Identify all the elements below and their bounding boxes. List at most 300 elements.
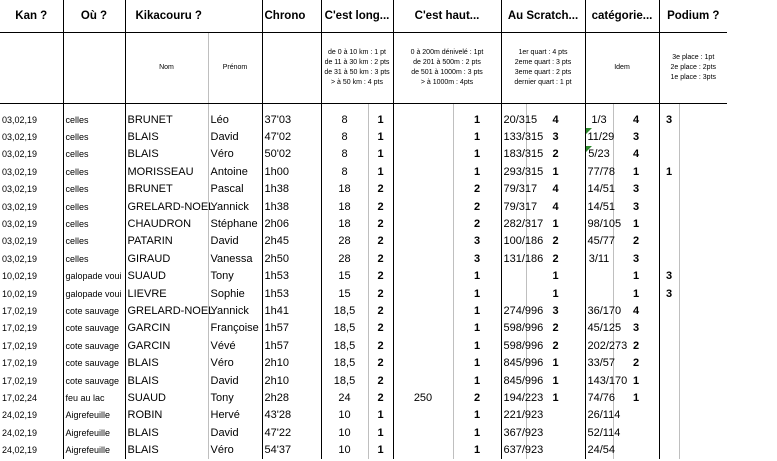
location-cell[interactable]: Aigrefeuille — [63, 424, 125, 441]
category-cell[interactable]: 33/57 — [585, 354, 613, 371]
date-cell[interactable]: 24,02,19 — [2, 410, 38, 421]
category-points-cell[interactable] — [613, 441, 659, 458]
chrono-cell[interactable]: 2h10 — [262, 354, 321, 371]
prenom-cell[interactable]: Antoine — [208, 163, 262, 180]
date-cell[interactable]: 03,02,19 — [2, 184, 38, 195]
distance-cell[interactable]: 28 — [321, 250, 368, 267]
empty-cell[interactable] — [679, 441, 727, 458]
elevation-cell[interactable] — [393, 302, 453, 319]
category-cell[interactable]: 14/51 — [585, 198, 613, 215]
elevation-points-cell[interactable]: 1 — [453, 285, 501, 302]
distance-points-cell[interactable]: 2 — [368, 181, 393, 198]
scratch-cell[interactable]: 79/317 — [501, 181, 526, 198]
elevation-cell[interactable] — [393, 181, 453, 198]
podium-points-cell[interactable] — [659, 389, 679, 406]
prenom-cell[interactable]: Yannick — [208, 198, 262, 215]
podium-points-cell[interactable]: 3 — [659, 268, 679, 285]
elevation-cell[interactable] — [393, 163, 453, 180]
empty-cell[interactable] — [679, 407, 727, 424]
distance-points-cell[interactable]: 2 — [368, 337, 393, 354]
prenom-cell[interactable]: Vanessa — [208, 250, 262, 267]
category-cell[interactable]: 36/170 — [585, 302, 613, 319]
date-cell[interactable]: 17,02,19 — [2, 375, 38, 386]
category-cell[interactable]: 45/125 — [585, 320, 613, 337]
elevation-cell[interactable] — [393, 128, 453, 145]
empty-cell[interactable] — [679, 320, 727, 337]
category-cell[interactable]: 77/78 — [585, 163, 613, 180]
nom-cell[interactable]: GRELARD-NOEL — [125, 198, 208, 215]
scratch-rules[interactable] — [501, 33, 585, 104]
chrono-cell[interactable]: 37'03 — [262, 111, 321, 128]
category-cell[interactable]: 45/77 — [585, 233, 613, 250]
distance-cell[interactable]: 18,5 — [321, 372, 368, 389]
scratch-cell[interactable]: 598/996 — [501, 320, 526, 337]
scratch-cell[interactable]: 637/923 — [501, 441, 526, 458]
prenom-cell[interactable]: Tony — [208, 389, 262, 406]
location-cell[interactable]: cote sauvage — [63, 354, 125, 371]
elevation-cell[interactable] — [393, 111, 453, 128]
elevation-cell[interactable] — [393, 198, 453, 215]
scratch-points-cell[interactable]: 1 — [526, 389, 585, 406]
nom-cell[interactable]: BRUNET — [125, 111, 208, 128]
nom-cell[interactable]: GARCIN — [125, 320, 208, 337]
empty-cell[interactable] — [679, 302, 727, 319]
elevation-cell[interactable] — [393, 320, 453, 337]
location-cell[interactable]: feu au lac — [63, 389, 125, 406]
chrono-cell[interactable]: 47'22 — [262, 424, 321, 441]
category-cell[interactable]: 5/23 — [585, 146, 613, 163]
location-cell[interactable]: celles — [63, 233, 125, 250]
chrono-cell[interactable]: 1h53 — [262, 268, 321, 285]
header-ou[interactable]: Où ? — [63, 0, 125, 33]
date-cell[interactable]: 03,02,19 — [2, 114, 38, 125]
chrono-cell[interactable]: 2h10 — [262, 372, 321, 389]
chrono-cell[interactable]: 2h50 — [262, 250, 321, 267]
elevation-cell[interactable] — [393, 441, 453, 458]
category-cell[interactable]: 26/114 — [585, 407, 613, 424]
scratch-points-cell[interactable]: 2 — [526, 250, 585, 267]
elevation-cell[interactable] — [393, 215, 453, 232]
distance-points-cell[interactable]: 2 — [368, 215, 393, 232]
category-points-cell[interactable]: 2 — [613, 233, 659, 250]
distance-cell[interactable]: 8 — [321, 146, 368, 163]
nom-cell[interactable]: LIEVRE — [125, 285, 208, 302]
empty-cell[interactable] — [679, 337, 727, 354]
distance-points-cell[interactable]: 2 — [368, 285, 393, 302]
category-points-cell[interactable]: 1 — [613, 163, 659, 180]
distance-cell[interactable]: 10 — [321, 424, 368, 441]
category-points-cell[interactable]: 1 — [613, 285, 659, 302]
category-points-cell[interactable]: 1 — [613, 389, 659, 406]
distance-cell[interactable]: 18 — [321, 198, 368, 215]
scratch-points-cell[interactable]: 2 — [526, 337, 585, 354]
prenom-cell[interactable]: Véro — [208, 354, 262, 371]
podium-points-cell[interactable]: 3 — [659, 285, 679, 302]
prenom-cell[interactable]: David — [208, 372, 262, 389]
scratch-points-cell[interactable]: 1 — [526, 215, 585, 232]
header-haut[interactable]: C'est haut... — [393, 0, 501, 33]
subheader-nom[interactable]: Nom — [125, 33, 208, 104]
empty-cell[interactable] — [679, 268, 727, 285]
distance-points-cell[interactable]: 1 — [368, 146, 393, 163]
prenom-cell[interactable]: David — [208, 424, 262, 441]
chrono-cell[interactable]: 2h06 — [262, 215, 321, 232]
category-cell[interactable]: 24/54 — [585, 441, 613, 458]
prenom-cell[interactable]: Sophie — [208, 285, 262, 302]
date-cell[interactable]: 03,02,19 — [2, 132, 38, 143]
elevation-cell[interactable] — [393, 407, 453, 424]
scratch-cell[interactable]: 845/996 — [501, 372, 526, 389]
elevation-points-cell[interactable]: 1 — [453, 128, 501, 145]
date-cell[interactable]: 17,02,24 — [2, 392, 38, 403]
haut-rules[interactable] — [393, 33, 501, 104]
chrono-cell[interactable]: 43'28 — [262, 407, 321, 424]
category-points-cell[interactable]: 2 — [613, 354, 659, 371]
elevation-points-cell[interactable]: 3 — [453, 233, 501, 250]
podium-points-cell[interactable] — [659, 302, 679, 319]
scratch-cell[interactable]: 183/315 — [501, 146, 526, 163]
prenom-cell[interactable]: Véro — [208, 146, 262, 163]
distance-cell[interactable]: 8 — [321, 111, 368, 128]
elevation-cell[interactable] — [393, 337, 453, 354]
empty-cell[interactable] — [679, 181, 727, 198]
prenom-cell[interactable]: Tony — [208, 268, 262, 285]
subheader-prenom[interactable]: Prénom — [208, 33, 262, 104]
distance-points-cell[interactable]: 2 — [368, 372, 393, 389]
empty-cell[interactable] — [679, 128, 727, 145]
elevation-points-cell[interactable]: 2 — [453, 215, 501, 232]
podium-points-cell[interactable] — [659, 181, 679, 198]
elevation-cell[interactable] — [393, 354, 453, 371]
scratch-cell[interactable]: 194/223 — [501, 389, 526, 406]
category-cell[interactable]: 74/76 — [585, 389, 613, 406]
distance-cell[interactable]: 18,5 — [321, 337, 368, 354]
nom-cell[interactable]: PATARIN — [125, 233, 208, 250]
date-cell[interactable]: 17,02,19 — [2, 323, 38, 334]
scratch-points-cell[interactable]: 1 — [526, 268, 585, 285]
prenom-cell[interactable]: Yannick — [208, 302, 262, 319]
distance-points-cell[interactable]: 2 — [368, 302, 393, 319]
elevation-points-cell[interactable]: 1 — [453, 337, 501, 354]
nom-cell[interactable]: BLAIS — [125, 372, 208, 389]
distance-cell[interactable]: 18,5 — [321, 354, 368, 371]
nom-cell[interactable]: GARCIN — [125, 337, 208, 354]
date-cell[interactable]: 10,02,19 — [2, 271, 38, 282]
location-cell[interactable]: celles — [63, 198, 125, 215]
empty-cell[interactable] — [679, 215, 727, 232]
category-points-cell[interactable]: 3 — [613, 181, 659, 198]
empty-cell[interactable] — [679, 389, 727, 406]
chrono-cell[interactable]: 1h57 — [262, 320, 321, 337]
scratch-cell[interactable]: 20/315 — [501, 111, 526, 128]
category-points-cell[interactable]: 3 — [613, 320, 659, 337]
scratch-cell[interactable]: 293/315 — [501, 163, 526, 180]
category-cell[interactable]: 3/11 — [585, 250, 613, 267]
location-cell[interactable]: cote sauvage — [63, 320, 125, 337]
location-cell[interactable]: galopade voui — [63, 268, 125, 285]
date-cell[interactable]: 17,02,19 — [2, 340, 38, 351]
elevation-points-cell[interactable]: 2 — [453, 198, 501, 215]
chrono-cell[interactable]: 1h57 — [262, 337, 321, 354]
chrono-cell[interactable]: 54'37 — [262, 441, 321, 458]
category-points-cell[interactable]: 4 — [613, 146, 659, 163]
scratch-cell[interactable]: 845/996 — [501, 354, 526, 371]
prenom-cell[interactable]: Véro — [208, 441, 262, 458]
scratch-cell[interactable]: 282/317 — [501, 215, 526, 232]
header-categorie[interactable]: catégorie... — [585, 0, 659, 33]
distance-cell[interactable]: 18,5 — [321, 302, 368, 319]
scratch-points-cell[interactable]: 4 — [526, 111, 585, 128]
date-cell[interactable]: 24,02,19 — [2, 427, 38, 438]
distance-cell[interactable]: 8 — [321, 128, 368, 145]
distance-points-cell[interactable]: 2 — [368, 320, 393, 337]
elevation-points-cell[interactable]: 1 — [453, 424, 501, 441]
header-podium[interactable]: Podium ? — [659, 0, 727, 33]
category-points-cell[interactable]: 3 — [613, 198, 659, 215]
nom-cell[interactable]: GIRAUD — [125, 250, 208, 267]
distance-points-cell[interactable]: 2 — [368, 250, 393, 267]
podium-points-cell[interactable] — [659, 337, 679, 354]
scratch-points-cell[interactable]: 3 — [526, 302, 585, 319]
elevation-points-cell[interactable]: 1 — [453, 354, 501, 371]
header-scratch[interactable]: Au Scratch... — [501, 0, 585, 33]
scratch-cell[interactable]: 221/923 — [501, 407, 526, 424]
empty-cell[interactable] — [679, 354, 727, 371]
nom-cell[interactable]: GRELARD-NOEL — [125, 302, 208, 319]
podium-points-cell[interactable] — [659, 233, 679, 250]
chrono-cell[interactable]: 1h53 — [262, 285, 321, 302]
location-cell[interactable]: celles — [63, 181, 125, 198]
distance-cell[interactable]: 28 — [321, 233, 368, 250]
header-chrono[interactable]: Chrono — [262, 0, 321, 33]
elevation-cell[interactable]: 250 — [393, 389, 453, 406]
scratch-cell[interactable]: 598/996 — [501, 337, 526, 354]
distance-points-cell[interactable]: 2 — [368, 268, 393, 285]
scratch-points-cell[interactable]: 2 — [526, 146, 585, 163]
scratch-points-cell[interactable]: 1 — [526, 372, 585, 389]
elevation-cell[interactable] — [393, 285, 453, 302]
category-cell[interactable] — [585, 285, 613, 302]
distance-cell[interactable]: 10 — [321, 407, 368, 424]
distance-points-cell[interactable]: 1 — [368, 407, 393, 424]
category-cell[interactable]: 143/170 — [585, 372, 613, 389]
scratch-cell[interactable]: 79/317 — [501, 198, 526, 215]
empty-cell[interactable] — [679, 163, 727, 180]
empty-cell[interactable] — [679, 146, 727, 163]
nom-cell[interactable]: MORISSEAU — [125, 163, 208, 180]
nom-cell[interactable]: BLAIS — [125, 146, 208, 163]
scratch-points-cell[interactable]: 2 — [526, 233, 585, 250]
distance-cell[interactable]: 10 — [321, 441, 368, 458]
prenom-cell[interactable]: Hervé — [208, 407, 262, 424]
empty-cell[interactable] — [679, 233, 727, 250]
podium-points-cell[interactable]: 3 — [659, 111, 679, 128]
podium-points-cell[interactable] — [659, 407, 679, 424]
nom-cell[interactable]: BLAIS — [125, 128, 208, 145]
empty-cell[interactable] — [679, 285, 727, 302]
date-cell[interactable]: 03,02,19 — [2, 166, 38, 177]
category-points-cell[interactable]: 3 — [613, 250, 659, 267]
elevation-points-cell[interactable]: 1 — [453, 268, 501, 285]
distance-points-cell[interactable]: 2 — [368, 233, 393, 250]
category-cell[interactable] — [585, 268, 613, 285]
distance-points-cell[interactable]: 2 — [368, 389, 393, 406]
category-cell[interactable]: 98/105 — [585, 215, 613, 232]
header-kan[interactable]: Kan ? — [0, 0, 63, 33]
prenom-cell[interactable]: Léo — [208, 111, 262, 128]
podium-points-cell[interactable] — [659, 128, 679, 145]
distance-points-cell[interactable]: 1 — [368, 111, 393, 128]
scratch-cell[interactable] — [501, 285, 526, 302]
elevation-cell[interactable] — [393, 372, 453, 389]
category-cell[interactable]: 14/51 — [585, 181, 613, 198]
header-kikacouru[interactable]: Kikacouru ? — [125, 0, 262, 33]
category-cell[interactable]: 202/273 — [585, 337, 613, 354]
elevation-cell[interactable] — [393, 424, 453, 441]
chrono-cell[interactable]: 1h00 — [262, 163, 321, 180]
nom-cell[interactable]: CHAUDRON — [125, 215, 208, 232]
podium-points-cell[interactable] — [659, 320, 679, 337]
scratch-points-cell[interactable]: 3 — [526, 128, 585, 145]
location-cell[interactable]: celles — [63, 215, 125, 232]
date-cell[interactable]: 17,02,19 — [2, 305, 38, 316]
scratch-points-cell[interactable]: 2 — [526, 320, 585, 337]
scratch-points-cell[interactable]: 4 — [526, 198, 585, 215]
elevation-points-cell[interactable]: 1 — [453, 111, 501, 128]
elevation-points-cell[interactable]: 1 — [453, 163, 501, 180]
chrono-cell[interactable]: 1h38 — [262, 198, 321, 215]
category-cell[interactable]: 52/114 — [585, 424, 613, 441]
nom-cell[interactable]: BLAIS — [125, 424, 208, 441]
distance-points-cell[interactable]: 1 — [368, 424, 393, 441]
empty-cell[interactable] — [679, 424, 727, 441]
podium-rules[interactable] — [659, 33, 727, 104]
elevation-points-cell[interactable]: 1 — [453, 407, 501, 424]
chrono-cell[interactable]: 1h41 — [262, 302, 321, 319]
location-cell[interactable]: celles — [63, 146, 125, 163]
scratch-points-cell[interactable]: 1 — [526, 354, 585, 371]
location-cell[interactable]: Aigrefeuille — [63, 407, 125, 424]
elevation-points-cell[interactable]: 1 — [453, 372, 501, 389]
distance-points-cell[interactable]: 1 — [368, 441, 393, 458]
date-cell[interactable]: 17,02,19 — [2, 358, 38, 369]
location-cell[interactable]: celles — [63, 128, 125, 145]
chrono-cell[interactable]: 2h45 — [262, 233, 321, 250]
chrono-cell[interactable]: 50'02 — [262, 146, 321, 163]
scratch-cell[interactable]: 131/186 — [501, 250, 526, 267]
location-cell[interactable]: celles — [63, 163, 125, 180]
scratch-points-cell[interactable]: 4 — [526, 181, 585, 198]
elevation-points-cell[interactable]: 1 — [453, 441, 501, 458]
scratch-cell[interactable]: 367/923 — [501, 424, 526, 441]
elevation-points-cell[interactable]: 2 — [453, 389, 501, 406]
nom-cell[interactable]: BLAIS — [125, 354, 208, 371]
category-points-cell[interactable]: 4 — [613, 111, 659, 128]
category-cell[interactable]: 11/29 — [585, 128, 613, 145]
empty-cell[interactable] — [679, 372, 727, 389]
prenom-cell[interactable]: Stéphane — [208, 215, 262, 232]
scratch-cell[interactable]: 274/996 — [501, 302, 526, 319]
nom-cell[interactable]: SUAUD — [125, 268, 208, 285]
podium-points-cell[interactable]: 1 — [659, 163, 679, 180]
distance-points-cell[interactable]: 2 — [368, 198, 393, 215]
elevation-points-cell[interactable]: 1 — [453, 146, 501, 163]
nom-cell[interactable]: BRUNET — [125, 181, 208, 198]
distance-cell[interactable]: 18 — [321, 181, 368, 198]
date-cell[interactable]: 03,02,19 — [2, 149, 38, 160]
podium-points-cell[interactable] — [659, 250, 679, 267]
location-cell[interactable]: celles — [63, 250, 125, 267]
prenom-cell[interactable]: Françoise — [208, 320, 262, 337]
podium-points-cell[interactable] — [659, 354, 679, 371]
long-rules[interactable] — [321, 33, 393, 104]
chrono-cell[interactable]: 47'02 — [262, 128, 321, 145]
podium-points-cell[interactable] — [659, 215, 679, 232]
location-cell[interactable]: celles — [63, 111, 125, 128]
elevation-cell[interactable] — [393, 233, 453, 250]
distance-cell[interactable]: 15 — [321, 268, 368, 285]
category-points-cell[interactable]: 2 — [613, 337, 659, 354]
elevation-points-cell[interactable]: 1 — [453, 320, 501, 337]
empty-cell[interactable] — [679, 250, 727, 267]
category-points-cell[interactable]: 3 — [613, 128, 659, 145]
distance-points-cell[interactable]: 1 — [368, 163, 393, 180]
empty-cell[interactable] — [679, 111, 727, 128]
elevation-cell[interactable] — [393, 250, 453, 267]
scratch-points-cell[interactable]: 1 — [526, 285, 585, 302]
nom-cell[interactable]: ROBIN — [125, 407, 208, 424]
podium-points-cell[interactable] — [659, 372, 679, 389]
scratch-cell[interactable]: 100/186 — [501, 233, 526, 250]
elevation-points-cell[interactable]: 3 — [453, 250, 501, 267]
category-points-cell[interactable]: 4 — [613, 302, 659, 319]
prenom-cell[interactable]: David — [208, 128, 262, 145]
empty-cell[interactable] — [679, 198, 727, 215]
scratch-cell[interactable]: 133/315 — [501, 128, 526, 145]
scratch-cell[interactable] — [501, 268, 526, 285]
chrono-cell[interactable]: 2h28 — [262, 389, 321, 406]
elevation-cell[interactable] — [393, 268, 453, 285]
date-cell[interactable]: 24,02,19 — [2, 445, 38, 456]
distance-cell[interactable]: 8 — [321, 163, 368, 180]
location-cell[interactable]: cote sauvage — [63, 337, 125, 354]
distance-points-cell[interactable]: 1 — [368, 128, 393, 145]
date-cell[interactable]: 03,02,19 — [2, 219, 38, 230]
distance-cell[interactable]: 18,5 — [321, 320, 368, 337]
elevation-points-cell[interactable]: 1 — [453, 302, 501, 319]
date-cell[interactable]: 03,02,19 — [2, 201, 38, 212]
elevation-points-cell[interactable]: 2 — [453, 181, 501, 198]
location-cell[interactable]: galopade voui — [63, 285, 125, 302]
nom-cell[interactable]: BLAIS — [125, 441, 208, 458]
podium-points-cell[interactable] — [659, 146, 679, 163]
prenom-cell[interactable]: David — [208, 233, 262, 250]
location-cell[interactable]: cote sauvage — [63, 372, 125, 389]
location-cell[interactable]: Aigrefeuille — [63, 441, 125, 458]
date-cell[interactable]: 03,02,19 — [2, 253, 38, 264]
date-cell[interactable]: 10,02,19 — [2, 288, 38, 299]
scratch-points-cell[interactable]: 1 — [526, 163, 585, 180]
categorie-rules[interactable] — [585, 33, 659, 104]
header-long[interactable]: C'est long... — [321, 0, 393, 33]
podium-points-cell[interactable] — [659, 441, 679, 458]
podium-points-cell[interactable] — [659, 198, 679, 215]
prenom-cell[interactable]: Vévé — [208, 337, 262, 354]
podium-points-cell[interactable] — [659, 424, 679, 441]
date-cell[interactable]: 03,02,19 — [2, 236, 38, 247]
elevation-cell[interactable] — [393, 146, 453, 163]
category-points-cell[interactable]: 1 — [613, 268, 659, 285]
